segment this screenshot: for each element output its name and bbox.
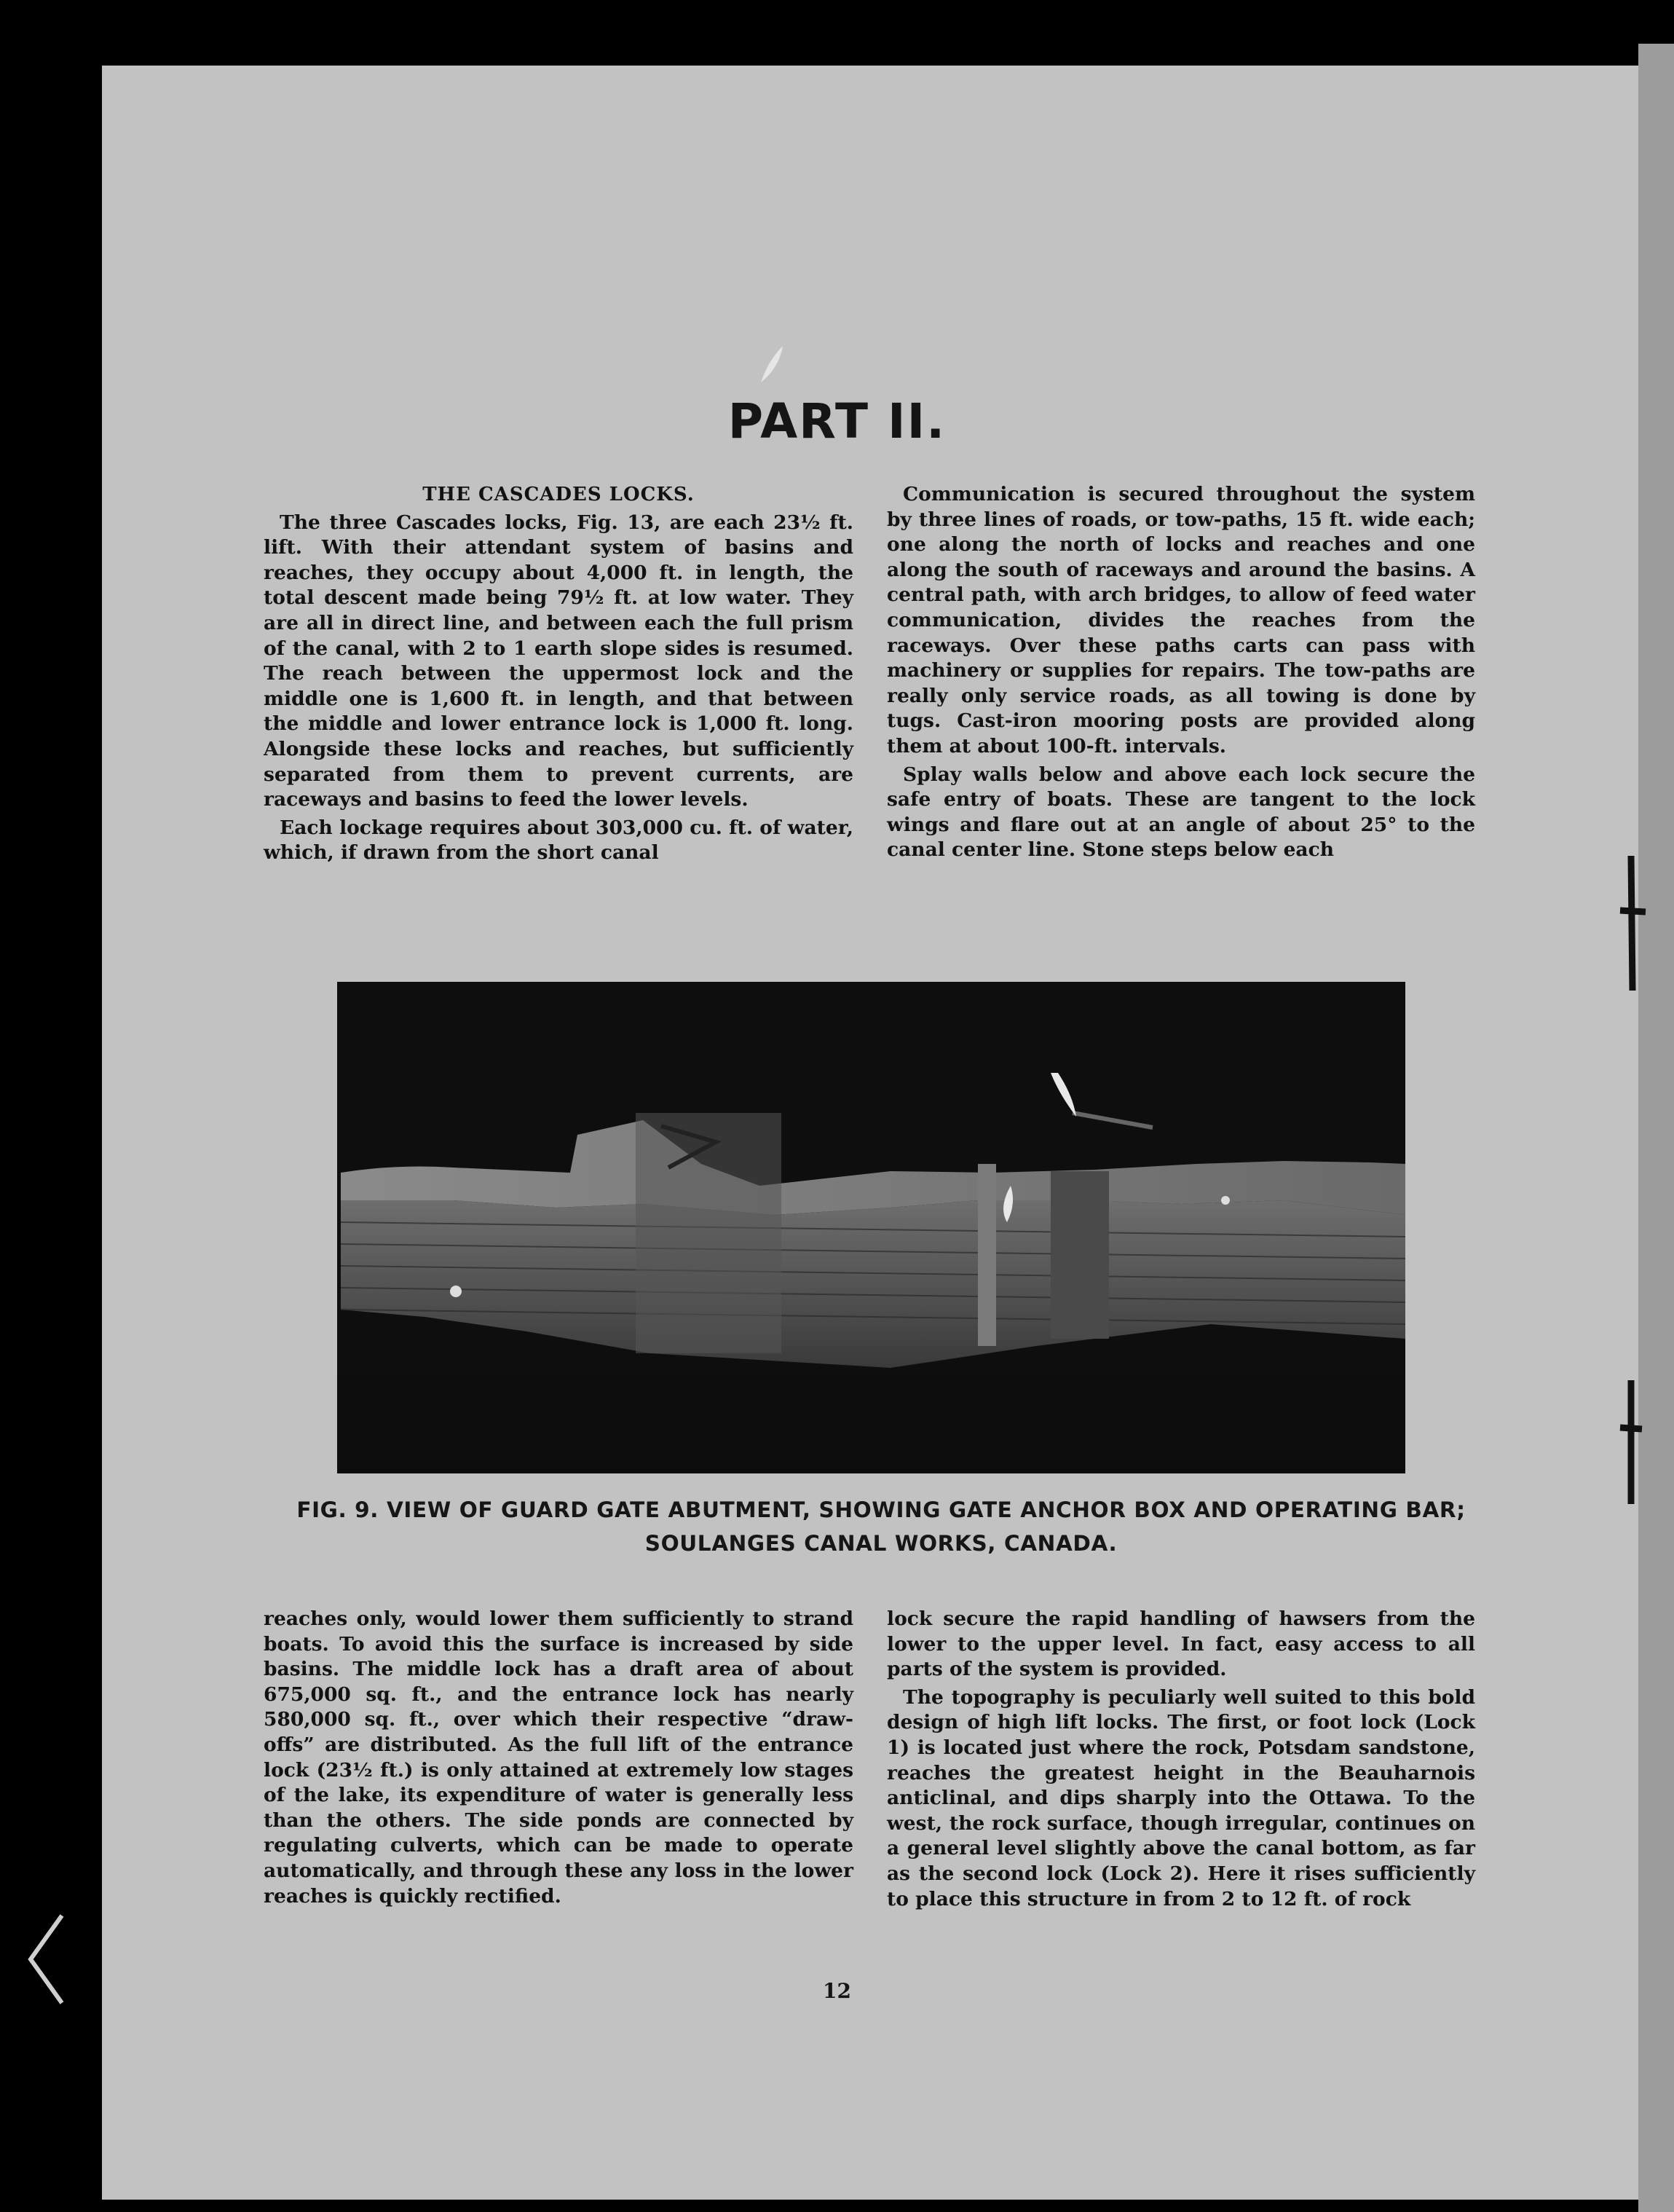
- paragraph: lock secure the rapid handling of hawsers from the lower to the upper level. In fact, easy access to all parts of the system is provided.: [887, 1607, 1475, 1681]
- figure-photo-guard-gate-abutment: [337, 982, 1405, 1473]
- gate-recess: [1051, 1171, 1109, 1339]
- text-column-2: [887, 482, 1475, 863]
- scan-artifact: [1613, 1377, 1649, 1508]
- text-column-1: [264, 482, 853, 866]
- scan-artifact: [750, 342, 786, 386]
- paragraph: Splay walls below and above each lock secure the safe entry of boats. These are tangent to the lock wings and flare out at an angle of about 25° to the canal center line. Stone steps below each: [887, 763, 1475, 862]
- text-column-4: [887, 1607, 1475, 1912]
- paragraph: Each lockage requires about 303,000 cu. ft. of water, which, if drawn from the short canal: [264, 816, 853, 865]
- paragraph: The topography is peculiarly well suited to this bold design of high lift locks. The first, or foot lock (Lock 1) is located just where the rock, Potsdam sandstone, reaches the greatest height in the Beauharnois anticlinal, and dips sharply into the Ottawa. To the west, the rock surface, though irregular, continues on a general level slightly above the canal bottom, as far as the second lock (Lock 2). Here it rises sufficiently to place this structure in from 2 to 12 ft. of rock: [887, 1685, 1475, 1910]
- section-heading: THE CASCADES LOCKS.: [422, 484, 695, 505]
- paragraph: reaches only, would lower them sufficiently to strand boats. To avoid this the surface is increased by side basins. The middle lock has a draft area of about 675,000 sq. ft., and the entrance lock has nearly 580,000 sq. ft., over which their respective “draw-offs” are distributed. As the full lift of the entrance lock (23½ ft.) is only attained at extremely low stages of the lake, its expenditure of water is generally less than the others. The side ponds are connected by regulating culverts, which can be made to operate automatically, and through these any loss in the lower reaches is quickly rectified.: [264, 1607, 853, 1908]
- paragraph: The three Cascades locks, Fig. 13, are each 23½ ft. lift. With their attendant system of basins and reaches, they occupy about 4,000 ft. in length, the total descent made being 79½ ft. at low water. They are all in direct line, and between each the full prism of the canal, with 2 to 1 earth slope sides is resumed. The reach between the uppermost lock and the middle one is 1,600 ft. in length, and that between the middle and lower entrance lock is 1,000 ft. long. Alongside these locks and reaches, but sufficiently separated from them to prevent currents, are raceways and basins to feed the lower levels.: [264, 511, 853, 811]
- figure-caption: FIG. 9. VIEW OF GUARD GATE ABUTMENT, SHOWING GATE ANCHOR BOX AND OPERATING BAR; SOULANGES CANAL WORKS, CANADA.: [296, 1497, 1466, 1556]
- page-number: 12: [823, 1979, 851, 2003]
- text-column-3: [264, 1607, 853, 1909]
- gate-anchor-box: [636, 1113, 781, 1353]
- scan-artifact: [22, 1908, 66, 2010]
- page-edge-shadow: [1638, 44, 1674, 2212]
- scan-artifact: [1609, 852, 1653, 998]
- paragraph: Communication is secured throughout the system by three lines of roads, or tow-paths, 15 ft. wide each; one along the north of locks and reaches and one along the south of raceways and around the basins. A central path, with arch bridges, to allow of feed water communication, divides the reaches from the raceways. Over these paths carts can pass with machinery or supplies for repairs. The tow-paths are really only service roads, as all towing is done by tugs. Cast-iron mooring posts are provided along them at about 100-ft. intervals.: [887, 483, 1475, 757]
- operating-bar: [978, 1164, 996, 1346]
- part-title: PART II.: [727, 393, 947, 449]
